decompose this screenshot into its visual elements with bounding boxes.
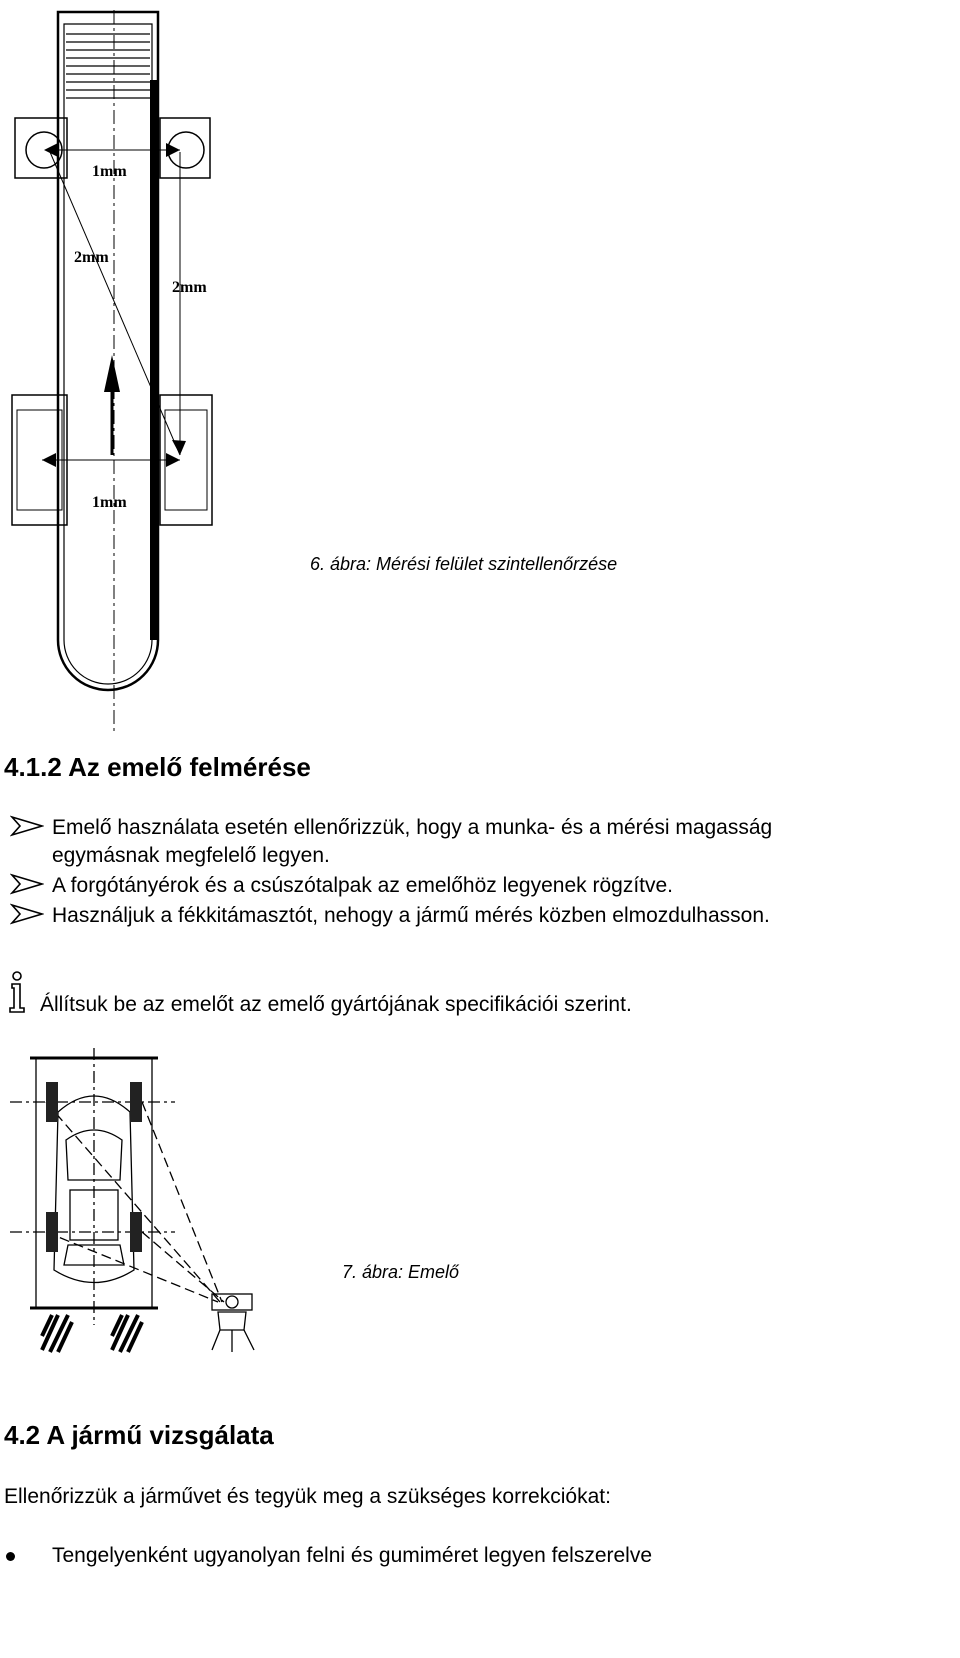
bullet-text-2: A forgótányérok és a csúszótalpak az emelőhöz legyenek rögzítve. [52,874,674,897]
info-note-text: Állítsuk be az emelőt az emelő gyártójának specifikációi szerint. [40,993,632,1016]
bullet-text-1-cont: egymásnak megfelelő legyen. [52,844,330,867]
figure-7-caption: 7. ábra: Emelő [342,1262,460,1282]
section-4-2-intro: Ellenőrizzük a járművet és tegyük meg a szükséges korrekciókat: [4,1485,611,1508]
label-1mm-top: 1mm [92,163,127,180]
bullet-dot-icon [6,1552,15,1561]
figure-6-caption: 6. ábra: Mérési felület szintellenőrzése [310,554,618,574]
arrow-bullet-icon [10,903,44,925]
section-4-2-bullets [0,1541,960,1571]
arrow-bullet-icon [10,873,44,895]
arrow-bullet-icon [10,815,44,837]
label-2mm-left: 2mm [74,249,109,266]
section-4-2-heading: 4.2 A jármű vizsgálata [4,1420,274,1450]
figure-6-runway-diagram [0,0,240,740]
label-2mm-right: 2mm [172,279,207,296]
label-1mm-bottom: 1mm [92,494,127,511]
bullet-text-1: Emelő használata esetén ellenőrizzük, hogy a munka- és a mérési magasság [52,816,773,839]
bullet-text-3: Használjuk a fékkitámasztót, nehogy a jármű mérés közben elmozdulhasson. [52,904,770,927]
bullet-text-4-2-1: Tengelyenként ugyanolyan felni és gumiméret legyen felszerelve [52,1544,653,1567]
info-note-icon [6,970,28,1014]
section-4-1-2-heading: 4.1.2 Az emelő felmérése [4,752,311,782]
figure-7-lift-diagram [0,1040,300,1370]
